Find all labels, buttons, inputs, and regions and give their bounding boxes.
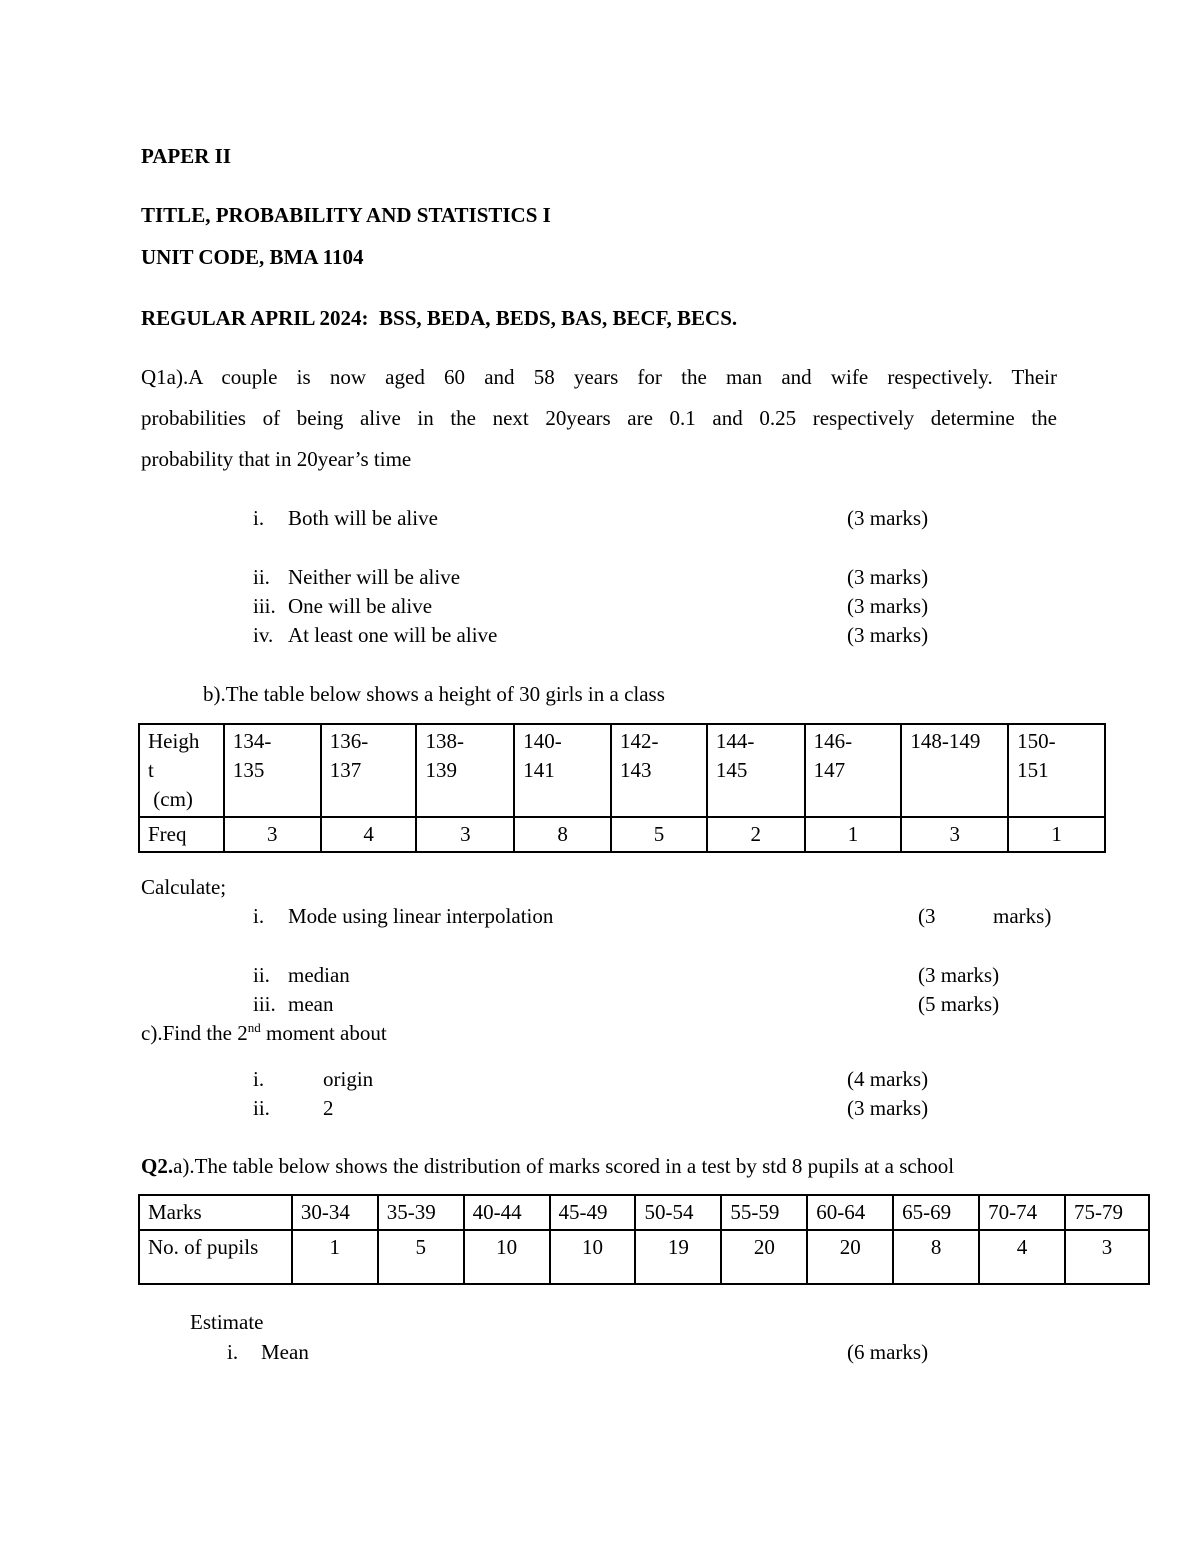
height-range: 142- <box>620 729 659 753</box>
height-range: 145 <box>715 758 748 782</box>
height-label: (cm) <box>148 787 193 811</box>
q1a-item-marks: (3 marks) <box>847 594 929 618</box>
marks-range: 40-44 <box>464 1195 550 1230</box>
q1a-line2: probabilities of being alive in the next 20years are 0.1 and 0.25 respectively determine the <box>141 406 1057 430</box>
height-range: 148-149 <box>910 729 981 753</box>
height-range: 143 <box>620 758 652 782</box>
height-frequency-table <box>138 723 1106 853</box>
q1b-item-text: mean <box>288 992 334 1016</box>
q1b-intro: b).The table below shows a height of 30 girls in a class <box>203 682 665 706</box>
q1a-line1: Q1a).A couple is now aged 60 and 58 years for the man and wife respectively. Their <box>141 365 1057 389</box>
pupils-value: 5 <box>378 1230 464 1284</box>
q1c-item-num: ii. <box>253 1096 270 1120</box>
q1a-item-num: ii. <box>253 565 270 589</box>
q1a-item-num: iii. <box>253 594 276 618</box>
height-range: 134- <box>232 729 272 753</box>
height-range-cell <box>707 724 805 817</box>
height-range: 144- <box>715 729 755 753</box>
pupils-value: 8 <box>893 1230 979 1284</box>
course-title: TITLE, PROBABILITY AND STATISTICS I <box>141 203 551 227</box>
q1a-item-text: One will be alive <box>288 594 433 618</box>
height-label: t <box>148 758 154 782</box>
q1c-item-marks: (3 marks) <box>847 1096 929 1120</box>
q1c-item-text: 2 <box>323 1096 334 1120</box>
q1a-item-num: i. <box>253 506 265 530</box>
freq-value: 1 <box>1008 817 1105 852</box>
marks-range: 75-79 <box>1065 1195 1149 1230</box>
q1a-item-text: Neither will be alive <box>288 565 461 589</box>
height-range: 139 <box>425 758 457 782</box>
pupils-value: 20 <box>807 1230 893 1284</box>
q2-item-marks: (6 marks) <box>847 1340 929 1364</box>
marks-range: 65-69 <box>893 1195 979 1230</box>
freq-label: Freq <box>139 817 224 852</box>
height-range-cell <box>514 724 611 817</box>
freq-value: 2 <box>707 817 805 852</box>
marks-range: 30-34 <box>292 1195 378 1230</box>
height-range: 140- <box>523 729 562 753</box>
marks-row <box>139 1195 1149 1230</box>
q2-label: Q2. <box>141 1154 174 1178</box>
marks-range: 55-59 <box>721 1195 807 1230</box>
freq-value: 5 <box>611 817 707 852</box>
marks-distribution-table <box>138 1194 1150 1285</box>
q2-intro-line <box>141 1154 954 1179</box>
pupils-value: 4 <box>979 1230 1065 1284</box>
pupils-value: 20 <box>721 1230 807 1284</box>
q1a-item-marks: (3 marks) <box>847 565 929 589</box>
marks-label: Marks <box>139 1195 292 1230</box>
freq-value: 3 <box>416 817 514 852</box>
paper-number: PAPER II <box>141 144 232 168</box>
q2-item-num: i. <box>227 1340 239 1364</box>
freq-value: 8 <box>514 817 611 852</box>
height-range-cell <box>805 724 902 817</box>
height-range: 137 <box>329 758 362 782</box>
freq-value: 3 <box>224 817 321 852</box>
q1b-item-num: i. <box>253 904 265 928</box>
q1b-item-num: ii. <box>253 963 270 987</box>
q1b-item-text: median <box>288 963 350 987</box>
q1a-item-num: iv. <box>253 623 274 647</box>
height-range-cell <box>1008 724 1105 817</box>
q1a-item-text: Both will be alive <box>288 506 438 530</box>
q1c-item-num: i. <box>253 1067 265 1091</box>
pupils-label: No. of pupils <box>139 1230 292 1284</box>
height-label-cell <box>139 724 224 817</box>
q1b-item-text: Mode using linear interpolation <box>288 904 554 928</box>
height-range: 151 <box>1017 758 1049 782</box>
q2-intro: a).The table below shows the distribution of marks scored in a test by std 8 pupils at a school <box>173 1154 955 1178</box>
height-range: 135 <box>232 758 265 782</box>
pupils-value: 10 <box>464 1230 550 1284</box>
q1a-item-text: At least one will be alive <box>288 623 498 647</box>
marks-range: 70-74 <box>979 1195 1065 1230</box>
freq-row <box>139 817 1105 852</box>
q1a-line3: probability that in 20year’s time <box>141 447 412 471</box>
freq-value: 1 <box>805 817 902 852</box>
height-range-cell <box>901 724 1008 817</box>
q1b-item-marks: (3 <box>918 904 936 928</box>
q1c-sup: nd <box>247 1020 261 1035</box>
height-range-cell <box>416 724 514 817</box>
marks-range: 50-54 <box>635 1195 721 1230</box>
pupils-value: 3 <box>1065 1230 1149 1284</box>
freq-value: 3 <box>901 817 1008 852</box>
q1a-item-marks: (3 marks) <box>847 623 929 647</box>
pupils-value: 19 <box>635 1230 721 1284</box>
q1c-item-marks: (4 marks) <box>847 1067 929 1091</box>
pupils-value: 10 <box>550 1230 636 1284</box>
height-range-cell <box>224 724 321 817</box>
height-range: 147 <box>813 758 846 782</box>
pupils-value: 1 <box>292 1230 378 1284</box>
height-range: 138- <box>425 729 464 753</box>
height-range-cell <box>611 724 707 817</box>
pupils-row <box>139 1230 1149 1284</box>
q1b-item-marks: marks) <box>993 904 1052 928</box>
q1c-prefix: c).Find the 2 <box>141 1021 248 1045</box>
height-range: 146- <box>813 729 853 753</box>
q1c-item-text: origin <box>323 1067 374 1091</box>
calculate-label: Calculate; <box>141 875 227 899</box>
height-row <box>139 724 1105 817</box>
marks-range: 45-49 <box>550 1195 636 1230</box>
q2-item-text: Mean <box>261 1340 309 1364</box>
height-range-cell <box>321 724 417 817</box>
q1a-item-marks: (3 marks) <box>847 506 929 530</box>
q1c-intro <box>141 1021 387 1046</box>
height-label: Heigh <box>148 729 200 753</box>
q1b-item-num: iii. <box>253 992 276 1016</box>
height-range: 136- <box>329 729 369 753</box>
freq-value: 4 <box>321 817 417 852</box>
marks-range: 35-39 <box>378 1195 464 1230</box>
height-range: 141 <box>523 758 555 782</box>
height-range: 150- <box>1017 729 1056 753</box>
q1b-item-marks: (3 marks) <box>918 963 1000 987</box>
q1c-suffix: moment about <box>260 1021 387 1045</box>
marks-range: 60-64 <box>807 1195 893 1230</box>
unit-code: UNIT CODE, BMA 1104 <box>141 245 364 269</box>
estimate-label: Estimate <box>190 1310 264 1334</box>
q1b-item-marks: (5 marks) <box>918 992 1000 1016</box>
regular-session: REGULAR APRIL 2024: BSS, BEDA, BEDS, BAS, BECF, BECS. <box>141 306 738 330</box>
